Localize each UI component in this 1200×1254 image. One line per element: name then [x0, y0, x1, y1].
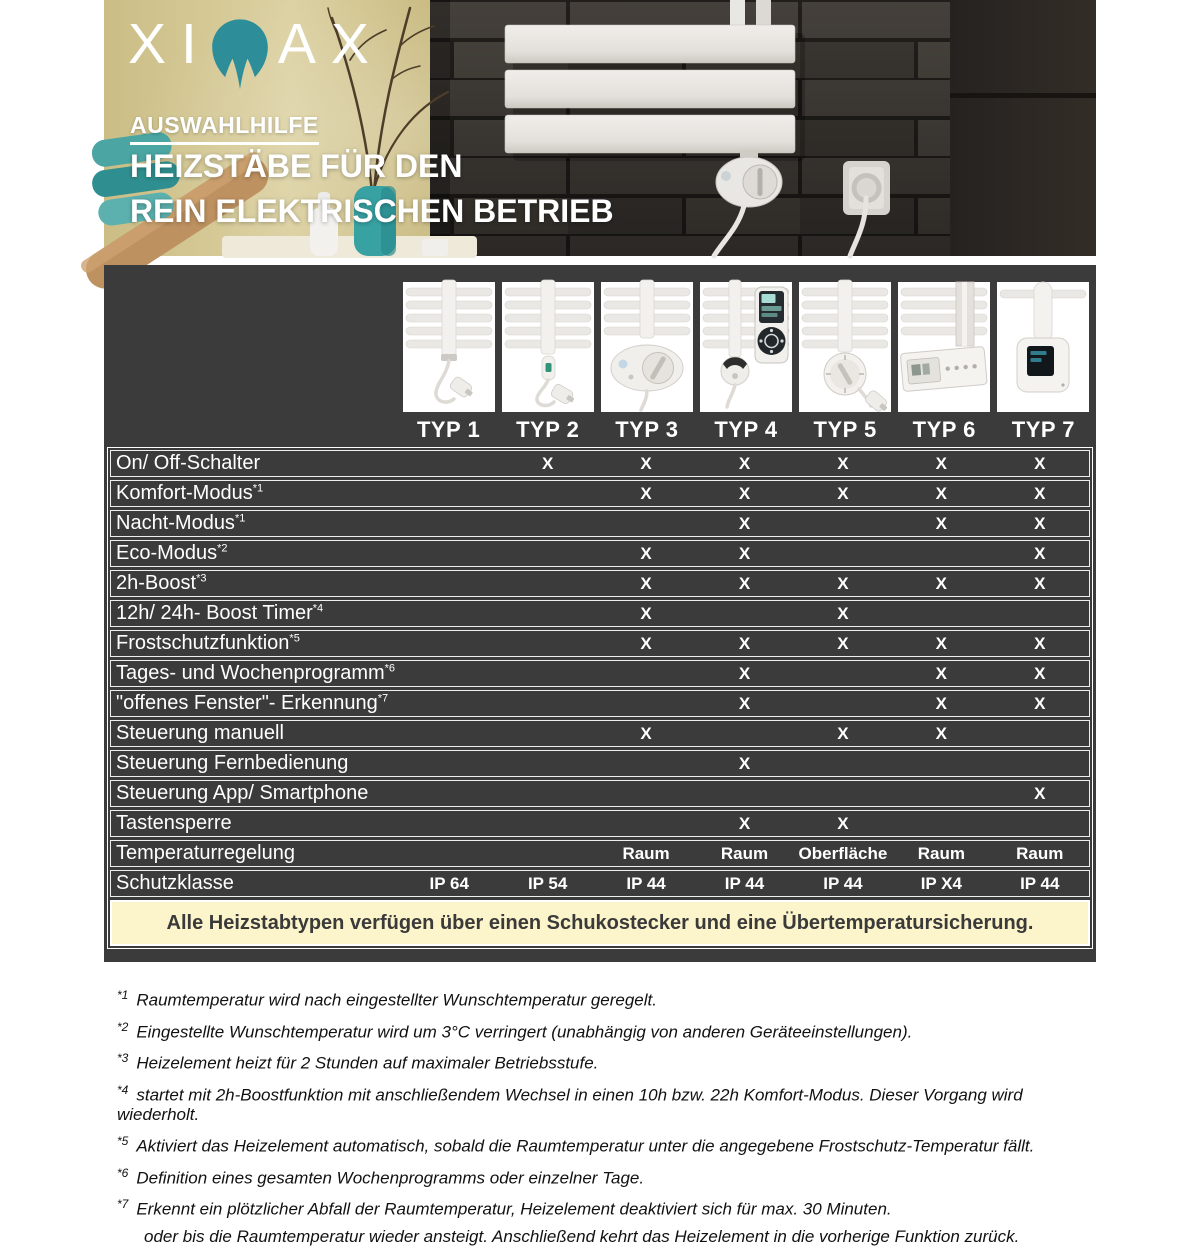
- feature-cell: X: [935, 693, 948, 713]
- feature-cell: X: [837, 633, 849, 653]
- table-row: [110, 660, 1090, 687]
- feature-cell: X: [837, 573, 849, 593]
- feature-cell: X: [541, 453, 554, 473]
- column-header-typ-1: [399, 282, 498, 447]
- feature-cell: X: [837, 813, 849, 833]
- feature-cell: Oberfläche: [798, 843, 888, 863]
- feature-cell: X: [935, 723, 948, 743]
- feature-cell: IP 44: [1020, 873, 1060, 893]
- feature-cell: X: [1034, 483, 1046, 503]
- banner-note: Alle Heizstabtypen verfügen über einen Schukostecker und eine Übertemperatursicherung.: [110, 900, 1090, 946]
- feature-label: "offenes Fenster"- Erkennung$^{*7}$: [116, 692, 389, 714]
- feature-label: Temperaturregelung: [116, 842, 295, 864]
- hero-title-line2: REIN ELEKTRISCHEN BETRIEB: [130, 193, 614, 229]
- feature-cell: X: [640, 453, 652, 473]
- feature-cell: X: [640, 573, 652, 593]
- table-body: [107, 447, 1093, 949]
- feature-cell: X: [738, 573, 751, 593]
- feature-cell: X: [738, 543, 751, 563]
- table-row: [110, 450, 1090, 477]
- feature-cell: X: [738, 513, 751, 533]
- feature-label: 2h-Boost$^{*3}$: [116, 572, 207, 594]
- feature-label: Tages- und Wochenprogramm$^{*6}$: [116, 662, 396, 684]
- feature-cell: X: [738, 663, 751, 683]
- table-row: [110, 750, 1090, 777]
- feature-cell: X: [1034, 663, 1046, 683]
- logo-text-left: XI: [128, 12, 212, 76]
- feature-cell: X: [640, 723, 652, 743]
- ximax-drop-m-icon: [206, 16, 274, 76]
- feature-cell: X: [640, 603, 652, 623]
- table-row: [110, 540, 1090, 567]
- feature-cell: X: [640, 483, 652, 503]
- feature-cell: X: [1034, 573, 1046, 593]
- feature-label: Nacht-Modus$^{*1}$: [116, 512, 246, 534]
- footnotes: [117, 986, 1107, 1254]
- table-row: [110, 510, 1090, 537]
- table-row: [110, 690, 1090, 717]
- typ-label: TYP 7: [1011, 416, 1076, 442]
- feature-cell: Raum: [1016, 843, 1064, 863]
- typ3-dial-control-image: [601, 282, 693, 412]
- feature-cell: X: [1034, 633, 1046, 653]
- feature-cell: X: [1034, 513, 1046, 533]
- typ2-rod-with-switch-image: [502, 282, 594, 412]
- header-spacer: [107, 282, 399, 447]
- footnote: $^{*5}$ Aktiviert das Heizelement automatisch, sobald die Raumtemperatur unter die angegebene Frostschutz-Temperatur fällt.: [117, 1134, 1035, 1156]
- table-row: [110, 630, 1090, 657]
- column-header-typ-6: [895, 282, 994, 447]
- typ7-smart-box-image: [997, 282, 1089, 412]
- footnote: $^{*4}$ startet mit 2h-Boostfunktion mit anschließendem Wechsel in einen 10h bzw. 22h Komfort-Modus. Dieser Vorgang wird wiederholt.: [117, 1082, 1023, 1125]
- table-row: [110, 780, 1090, 807]
- feature-label: Komfort-Modus$^{*1}$: [116, 482, 264, 504]
- feature-cell: X: [1034, 453, 1046, 473]
- feature-cell: IP 54: [527, 873, 568, 893]
- typ5-thermostat-dial-image: [799, 282, 891, 412]
- feature-cell: X: [738, 633, 751, 653]
- typ-label: TYP 1: [416, 416, 481, 442]
- typ-label: TYP 5: [813, 416, 877, 442]
- feature-cell: X: [1034, 543, 1046, 563]
- footnote: $^{*2}$ Eingestellte Wunschtemperatur wird um 3°C verringert (unabhängig von anderen Geräteeinstellungen).: [117, 1019, 913, 1042]
- feature-cell: X: [738, 483, 751, 503]
- footnote: $^{*1}$ Raumtemperatur wird nach eingestellter Wunschtemperatur geregelt.: [117, 988, 657, 1010]
- comparison-table: [104, 265, 1096, 962]
- feature-cell: X: [738, 693, 751, 713]
- feature-cell: IP 64: [429, 873, 469, 893]
- table-row: [110, 720, 1090, 747]
- column-header-typ-7: [994, 282, 1093, 447]
- feature-label: Frostschutzfunktion$^{*5}$: [116, 632, 300, 654]
- feature-cell: X: [837, 483, 849, 503]
- selection-guide-label: AUSWAHLHILFE: [130, 112, 319, 145]
- feature-cell: X: [935, 573, 948, 593]
- feature-label: Eco-Modus$^{*2}$: [116, 542, 228, 564]
- feature-cell: X: [935, 633, 948, 653]
- table-row: [110, 840, 1090, 867]
- typ6-integrated-panel-image: [898, 282, 990, 412]
- feature-cell: X: [837, 723, 849, 743]
- feature-cell: X: [738, 753, 751, 773]
- table-row: [110, 870, 1090, 897]
- typ-label: TYP 6: [912, 416, 976, 442]
- feature-cell: IP 44: [626, 873, 666, 893]
- feature-cell: X: [935, 663, 948, 683]
- feature-cell: X: [935, 483, 948, 503]
- feature-cell: Raum: [917, 843, 965, 863]
- feature-cell: X: [640, 633, 652, 653]
- footnote: $^{*3}$ Heizelement heizt für 2 Stunden auf maximaler Betriebsstufe.: [117, 1051, 599, 1073]
- column-header-typ-4: [696, 282, 795, 447]
- footnote: $^{*7}$ Erkennt ein plötzlicher Abfall der Raumtemperatur, Heizelement deaktiviert sich für max. 30 Minuten.: [117, 1197, 892, 1220]
- feature-label: Steuerung App/ Smartphone: [116, 782, 369, 804]
- feature-cell: X: [935, 513, 948, 533]
- feature-label: Steuerung Fernbedienung: [116, 752, 349, 774]
- feature-cell: X: [935, 453, 948, 473]
- column-header-typ-2: [498, 282, 597, 447]
- column-header-typ-5: [796, 282, 895, 447]
- feature-label: On/ Off-Schalter: [116, 452, 261, 474]
- typ-label: TYP 3: [615, 416, 679, 442]
- feature-cell: X: [1034, 693, 1046, 713]
- feature-cell: X: [837, 603, 849, 623]
- hero-title-line1: HEIZSTÄBE FÜR DEN: [130, 148, 463, 184]
- feature-cell: X: [738, 453, 751, 473]
- typ-label: TYP 2: [516, 416, 580, 442]
- feature-label: 12h/ 24h- Boost Timer$^{*4}$: [116, 602, 324, 624]
- hero-banner: [104, 0, 1096, 256]
- logo-text-right: AX: [277, 12, 384, 76]
- feature-cell: X: [837, 453, 849, 473]
- feature-label: Schutzklasse: [116, 872, 234, 894]
- table-row: [110, 480, 1090, 507]
- table-row: [110, 810, 1090, 837]
- feature-cell: X: [738, 813, 751, 833]
- footnote-continuation: oder bis die Raumtemperatur wieder ansteigt. Anschließend kehrt das Heizelement in die vorherige Funktion zurück.: [144, 1227, 1020, 1247]
- feature-cell: IP 44: [724, 873, 765, 893]
- footnote: $^{*6}$ Definition eines gesamten Wochenprogramms oder einzelner Tage.: [117, 1165, 645, 1188]
- feature-cell: X: [1034, 783, 1046, 803]
- feature-cell: Raum: [622, 843, 670, 863]
- column-header-typ-3: [597, 282, 696, 447]
- feature-cell: Raum: [720, 843, 769, 863]
- typ4-remote-control-image: [700, 282, 792, 412]
- feature-cell: IP X4: [920, 873, 962, 893]
- typ1-heating-rod-image: [403, 282, 495, 412]
- feature-cell: X: [640, 543, 652, 563]
- table-row: [110, 600, 1090, 627]
- column-header-row: [107, 282, 1093, 447]
- table-row: [110, 570, 1090, 597]
- feature-label: Tastensperre: [116, 812, 232, 834]
- feature-cell: IP 44: [823, 873, 863, 893]
- ximax-logo: [128, 12, 384, 76]
- feature-label: Steuerung manuell: [116, 722, 284, 744]
- typ-label: TYP 4: [714, 416, 778, 442]
